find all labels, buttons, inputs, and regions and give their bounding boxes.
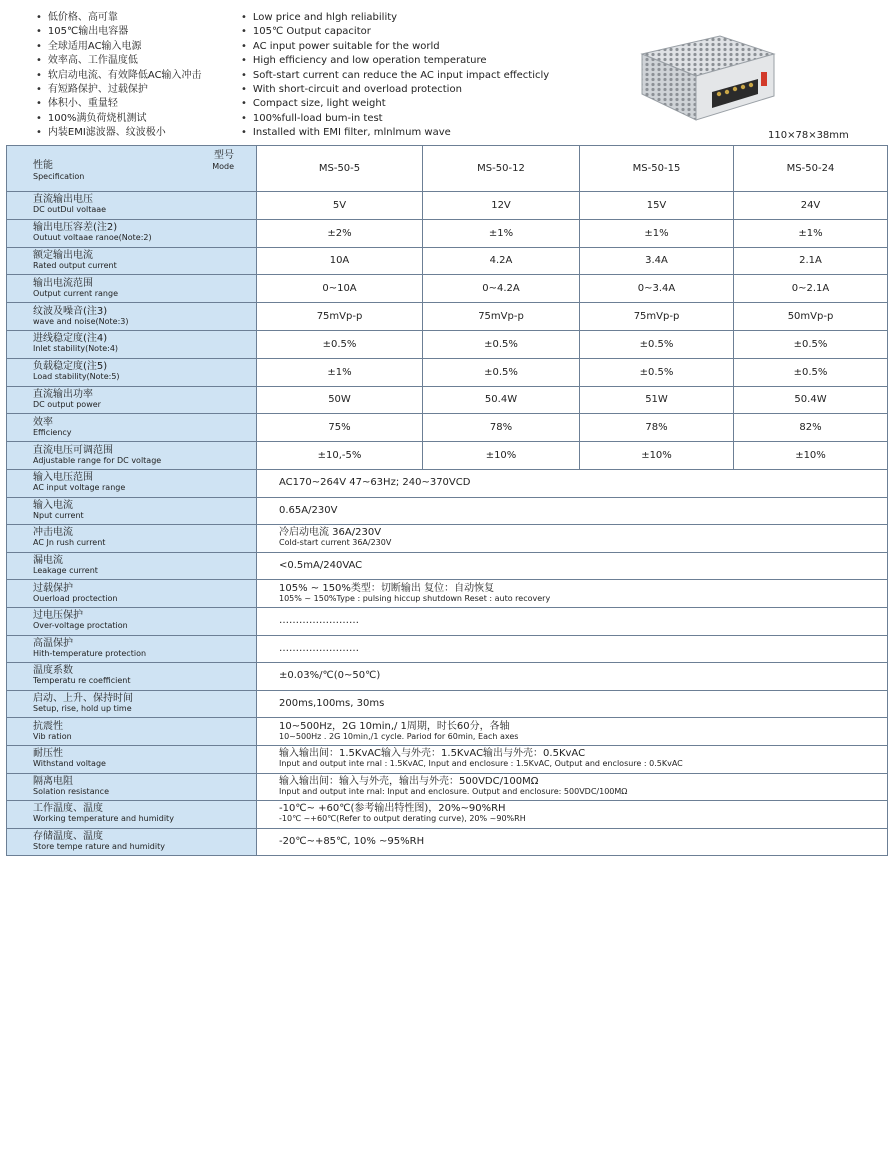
value-cell: 50W (257, 386, 423, 414)
row-label (7, 386, 257, 414)
row-label-cn: 冲击电流 (33, 527, 73, 539)
value-cell: ±0.5% (734, 358, 888, 386)
value-cell: ±2% (257, 219, 423, 247)
row-label-en: Load stability(Note:5) (33, 372, 120, 382)
row-label-cn: 存储温度、温度 (33, 830, 103, 842)
value-cell: 50.4W (423, 386, 580, 414)
common-value-cell (257, 828, 888, 856)
row-label (7, 275, 257, 303)
common-value-cell (257, 525, 888, 553)
spec-row (7, 330, 888, 358)
value-cell: ±0.5% (423, 330, 580, 358)
row-label (7, 414, 257, 442)
feature-en-item: • With short-circuit and overload protection (241, 83, 549, 97)
value-line-1: 输入输出间：1.5KvAC输入与外壳：1.5KvAC输出与外壳：0.5KvAC (279, 748, 586, 760)
row-label-en: Withstand voltage (33, 759, 106, 769)
value-cell: 15V (580, 192, 734, 220)
row-label-en: Solation resistance (33, 786, 109, 796)
row-label-en: Efficiency (33, 427, 72, 437)
row-label-en: Vib ration (33, 731, 72, 741)
row-label-en: Outuut voltaae ranoe(Note:2) (33, 233, 152, 243)
common-spec-row (7, 469, 888, 497)
row-label (7, 219, 257, 247)
value-cell: 12V (423, 192, 580, 220)
value-cell: 78% (580, 414, 734, 442)
value-cell: 0~3.4A (580, 275, 734, 303)
value-line-1: 输入输出间：输入与外壳，输出与外壳：500VDC/100MΩ (279, 775, 539, 787)
value-cell: 3.4A (580, 247, 734, 275)
row-label (7, 828, 257, 856)
value-cell: ±10% (580, 442, 734, 470)
row-label-cn: 输出电流范围 (33, 277, 93, 289)
common-value-cell (257, 773, 888, 801)
row-label-en: Output current range (33, 288, 118, 298)
common-value-cell (257, 690, 888, 718)
value-cell: 75% (257, 414, 423, 442)
common-spec-row (7, 525, 888, 553)
value-cell: 2.1A (734, 247, 888, 275)
row-label (7, 497, 257, 525)
common-value-cell (257, 663, 888, 691)
row-label-cn: 进线稳定度(注4) (33, 333, 108, 345)
value-cell: 50.4W (734, 386, 888, 414)
spec-row (7, 247, 888, 275)
value-cell: 10A (257, 247, 423, 275)
value-line-1: ±0.03%/℃(0~50℃) (279, 670, 381, 682)
row-label-en: Temperatu re coefficient (33, 676, 131, 686)
row-label-en: Rated output current (33, 260, 117, 270)
row-label-en: Leakage current (33, 566, 98, 576)
common-value-cell (257, 497, 888, 525)
feature-cn-item: • 有短路保护、过载保护 (36, 83, 202, 97)
feature-en-item: • 100%full-load bum-in test (241, 112, 549, 126)
row-label-en: wave and noise(Note:3) (33, 316, 129, 326)
spec-row (7, 358, 888, 386)
power-supply-product-image (632, 32, 782, 127)
row-label-cn: 温度系数 (33, 665, 73, 677)
common-spec-row (7, 773, 888, 801)
common-spec-row (7, 663, 888, 691)
feature-en-item: • Soft-start current can reduce the AC input impact effecticly (241, 69, 549, 83)
value-cell: ±10% (734, 442, 888, 470)
spec-row (7, 442, 888, 470)
common-spec-row (7, 801, 888, 829)
common-value-cell (257, 635, 888, 663)
model-header-cell: MS-50-5 (257, 146, 423, 192)
value-line-1: 0.65A/230V (279, 504, 338, 516)
value-cell: ±1% (734, 219, 888, 247)
row-label-cn: 纹波及噪音(注3) (33, 305, 108, 317)
row-label-en: AC input voltage range (33, 483, 126, 493)
model-label (212, 150, 234, 172)
row-label (7, 247, 257, 275)
row-label-cn: 额定输出电流 (33, 249, 93, 261)
row-label-cn: 效率 (33, 416, 53, 428)
model-header-cell: MS-50-24 (734, 146, 888, 192)
row-label (7, 469, 257, 497)
row-label-en: DC output power (33, 399, 101, 409)
row-label-en: AC Jn rush current (33, 538, 106, 548)
model-label-en: Mode (212, 162, 234, 171)
value-cell: 75mVp-p (257, 303, 423, 331)
value-line-1: 105% ~ 150%类型：切断输出 复位：自动恢复 (279, 582, 495, 594)
common-value-cell (257, 801, 888, 829)
value-cell: 75mVp-p (423, 303, 580, 331)
common-spec-row (7, 497, 888, 525)
row-label-en: Store tempe rature and humidity (33, 841, 165, 851)
row-label-cn: 直流电压可调范围 (33, 444, 113, 456)
row-label (7, 635, 257, 663)
feature-cn-item: • 效率高、工作温度低 (36, 54, 202, 68)
value-cell: ±0.5% (734, 330, 888, 358)
common-spec-row (7, 635, 888, 663)
common-value-cell (257, 718, 888, 746)
common-spec-row (7, 718, 888, 746)
feature-en-item: • AC input power suitable for the world (241, 40, 549, 54)
value-cell: ±10,-5% (257, 442, 423, 470)
feature-en-item: • Compact size, light weight (241, 97, 549, 111)
value-line-2: 10~500Hz . 2G 10min,/1 cycle. Pariod for 60min, Each axes (279, 731, 519, 741)
row-label (7, 580, 257, 608)
spec-label-cn: 性能 (33, 160, 53, 171)
row-label-cn: 启动、上升、保持时间 (33, 693, 133, 705)
row-label-cn: 高温保护 (33, 637, 73, 649)
value-cell: ±1% (423, 219, 580, 247)
row-label-cn: 负载稳定度(注5) (33, 361, 108, 373)
row-label (7, 192, 257, 220)
value-cell: 0~10A (257, 275, 423, 303)
header-section (0, 0, 892, 145)
value-line-1: …………………… (279, 642, 359, 654)
value-cell: 0~2.1A (734, 275, 888, 303)
value-line-1: <0.5mA/240VAC (279, 560, 363, 572)
common-spec-row (7, 552, 888, 580)
value-line-1: 200ms,100ms, 30ms (279, 698, 385, 710)
row-label (7, 358, 257, 386)
model-header-cell: MS-50-12 (423, 146, 580, 192)
value-cell: ±0.5% (580, 330, 734, 358)
feature-en-item: • 105℃ Output capacitor (241, 25, 549, 39)
value-cell: 82% (734, 414, 888, 442)
value-line-1: -10℃~ +60℃(参考输出特性图)，20%~90%RH (279, 803, 506, 815)
row-label (7, 442, 257, 470)
spec-row (7, 303, 888, 331)
common-spec-row (7, 828, 888, 856)
value-line-2: 105% ~ 150%Type : pulsing hiccup shutdown Reset : auto recovery (279, 593, 551, 603)
row-label-en: Ouerload proctection (33, 593, 118, 603)
row-label (7, 690, 257, 718)
spec-row (7, 414, 888, 442)
row-label-cn: 过载保护 (33, 582, 73, 594)
row-label-cn: 隔离电阻 (33, 775, 73, 787)
row-label-en: Working temperature and humidity (33, 814, 174, 824)
value-line-2: Input and output inte rnal: Input and enclosure. Output and enclosure: 500VDC/100MΩ (279, 786, 628, 796)
feature-en-item: • Low price and hlgh reliability (241, 11, 549, 25)
row-label-cn: 直流输出功率 (33, 388, 93, 400)
common-value-cell (257, 552, 888, 580)
common-value-cell (257, 607, 888, 635)
model-label-cn: 型号 (214, 150, 234, 161)
value-line-1: …………………… (279, 615, 359, 627)
row-label (7, 330, 257, 358)
value-cell: ±1% (257, 358, 423, 386)
product-size-caption: 110×78×38mm (768, 130, 849, 141)
row-label-cn: 输入电流 (33, 499, 73, 511)
feature-cn-item: • 体积小、重量轻 (36, 97, 202, 111)
value-line-2: -10℃ ~+60℃(Refer to output derating curve), 20% ~90%RH (279, 814, 526, 824)
common-spec-row (7, 580, 888, 608)
row-label-en: Setup, rise, hold up time (33, 704, 132, 714)
row-label-cn: 耐压性 (33, 748, 63, 760)
feature-cn-item: • 内装EMI滤波器、纹波极小 (36, 126, 202, 140)
common-value-cell (257, 580, 888, 608)
common-value-cell (257, 745, 888, 773)
value-line-1: -20℃~+85℃, 10% ~95%RH (279, 835, 425, 847)
features-cn-list (36, 11, 202, 141)
row-label-en: Nput current (33, 510, 84, 520)
feature-en-item: • Installed with EMI filter, mlnlmum wave (241, 126, 549, 140)
row-label (7, 552, 257, 580)
row-label (7, 663, 257, 691)
value-cell: ±0.5% (257, 330, 423, 358)
common-spec-row (7, 607, 888, 635)
feature-cn-item: • 低价格、高可靠 (36, 11, 202, 25)
value-cell: ±10% (423, 442, 580, 470)
row-label-cn: 漏电流 (33, 555, 63, 567)
value-line-2: Cold-start current 36A/230V (279, 538, 392, 548)
row-label-en: Hith-temperature protection (33, 648, 147, 658)
value-line-2: Input and output inte rnal : 1.5KvAC, Input and enclosure : 1.5KvAC, Output and enclosure : 0.5KvAC (279, 759, 683, 769)
value-line-1: 冷启动电流 36A/230V (279, 527, 382, 539)
row-label (7, 773, 257, 801)
spec-row (7, 386, 888, 414)
value-cell: ±0.5% (580, 358, 734, 386)
header-row (7, 146, 888, 192)
row-label (7, 801, 257, 829)
value-cell: ±0.5% (423, 358, 580, 386)
row-label-cn: 过电压保护 (33, 610, 83, 622)
features-en-list (241, 11, 549, 141)
spec-label-en: Specification (33, 172, 85, 181)
row-label-en: DC outDul voltaae (33, 205, 107, 215)
row-label-cn: 直流输出电压 (33, 194, 93, 206)
feature-cn-item: • 105℃输出电容器 (36, 25, 202, 39)
row-label (7, 718, 257, 746)
header-corner-cell (7, 146, 257, 192)
common-spec-row (7, 690, 888, 718)
spec-row (7, 192, 888, 220)
value-cell: 4.2A (423, 247, 580, 275)
value-line-1: AC170~264V 47~63Hz; 240~370VCD (279, 477, 471, 489)
model-header-cell: MS-50-15 (580, 146, 734, 192)
row-label (7, 745, 257, 773)
row-label-cn: 工作温度、温度 (33, 803, 103, 815)
row-label-en: Over-voltage proctation (33, 621, 128, 631)
row-label (7, 525, 257, 553)
value-cell: ±1% (580, 219, 734, 247)
value-line-1: 10~500Hz，2G 10min,/ 1周期，时长60分，各轴 (279, 720, 510, 732)
value-cell: 5V (257, 192, 423, 220)
row-label-en: Inlet stability(Note:4) (33, 344, 119, 354)
value-cell: 0~4.2A (423, 275, 580, 303)
spec-table (6, 145, 888, 856)
row-label-cn: 输出电压容差(注2) (33, 222, 118, 234)
row-label (7, 303, 257, 331)
row-label-en: Adjustable range for DC voltage (33, 455, 162, 465)
spec-row (7, 275, 888, 303)
row-label-cn: 抗震性 (33, 720, 63, 732)
spec-label (33, 160, 84, 182)
row-label (7, 607, 257, 635)
feature-cn-item: • 100%满负荷烧机测试 (36, 112, 202, 126)
feature-en-item: • High efficiency and low operation temperature (241, 54, 549, 68)
feature-cn-item: • 软启动电流、有效降低AC输入冲击 (36, 69, 202, 83)
feature-cn-item: • 全球适用AC输入电源 (36, 40, 202, 54)
value-cell: 24V (734, 192, 888, 220)
value-cell: 50mVp-p (734, 303, 888, 331)
spec-row (7, 219, 888, 247)
common-value-cell (257, 469, 888, 497)
common-spec-row (7, 745, 888, 773)
row-label-cn: 输入电压范围 (33, 472, 93, 484)
value-cell: 75mVp-p (580, 303, 734, 331)
value-cell: 51W (580, 386, 734, 414)
value-cell: 78% (423, 414, 580, 442)
